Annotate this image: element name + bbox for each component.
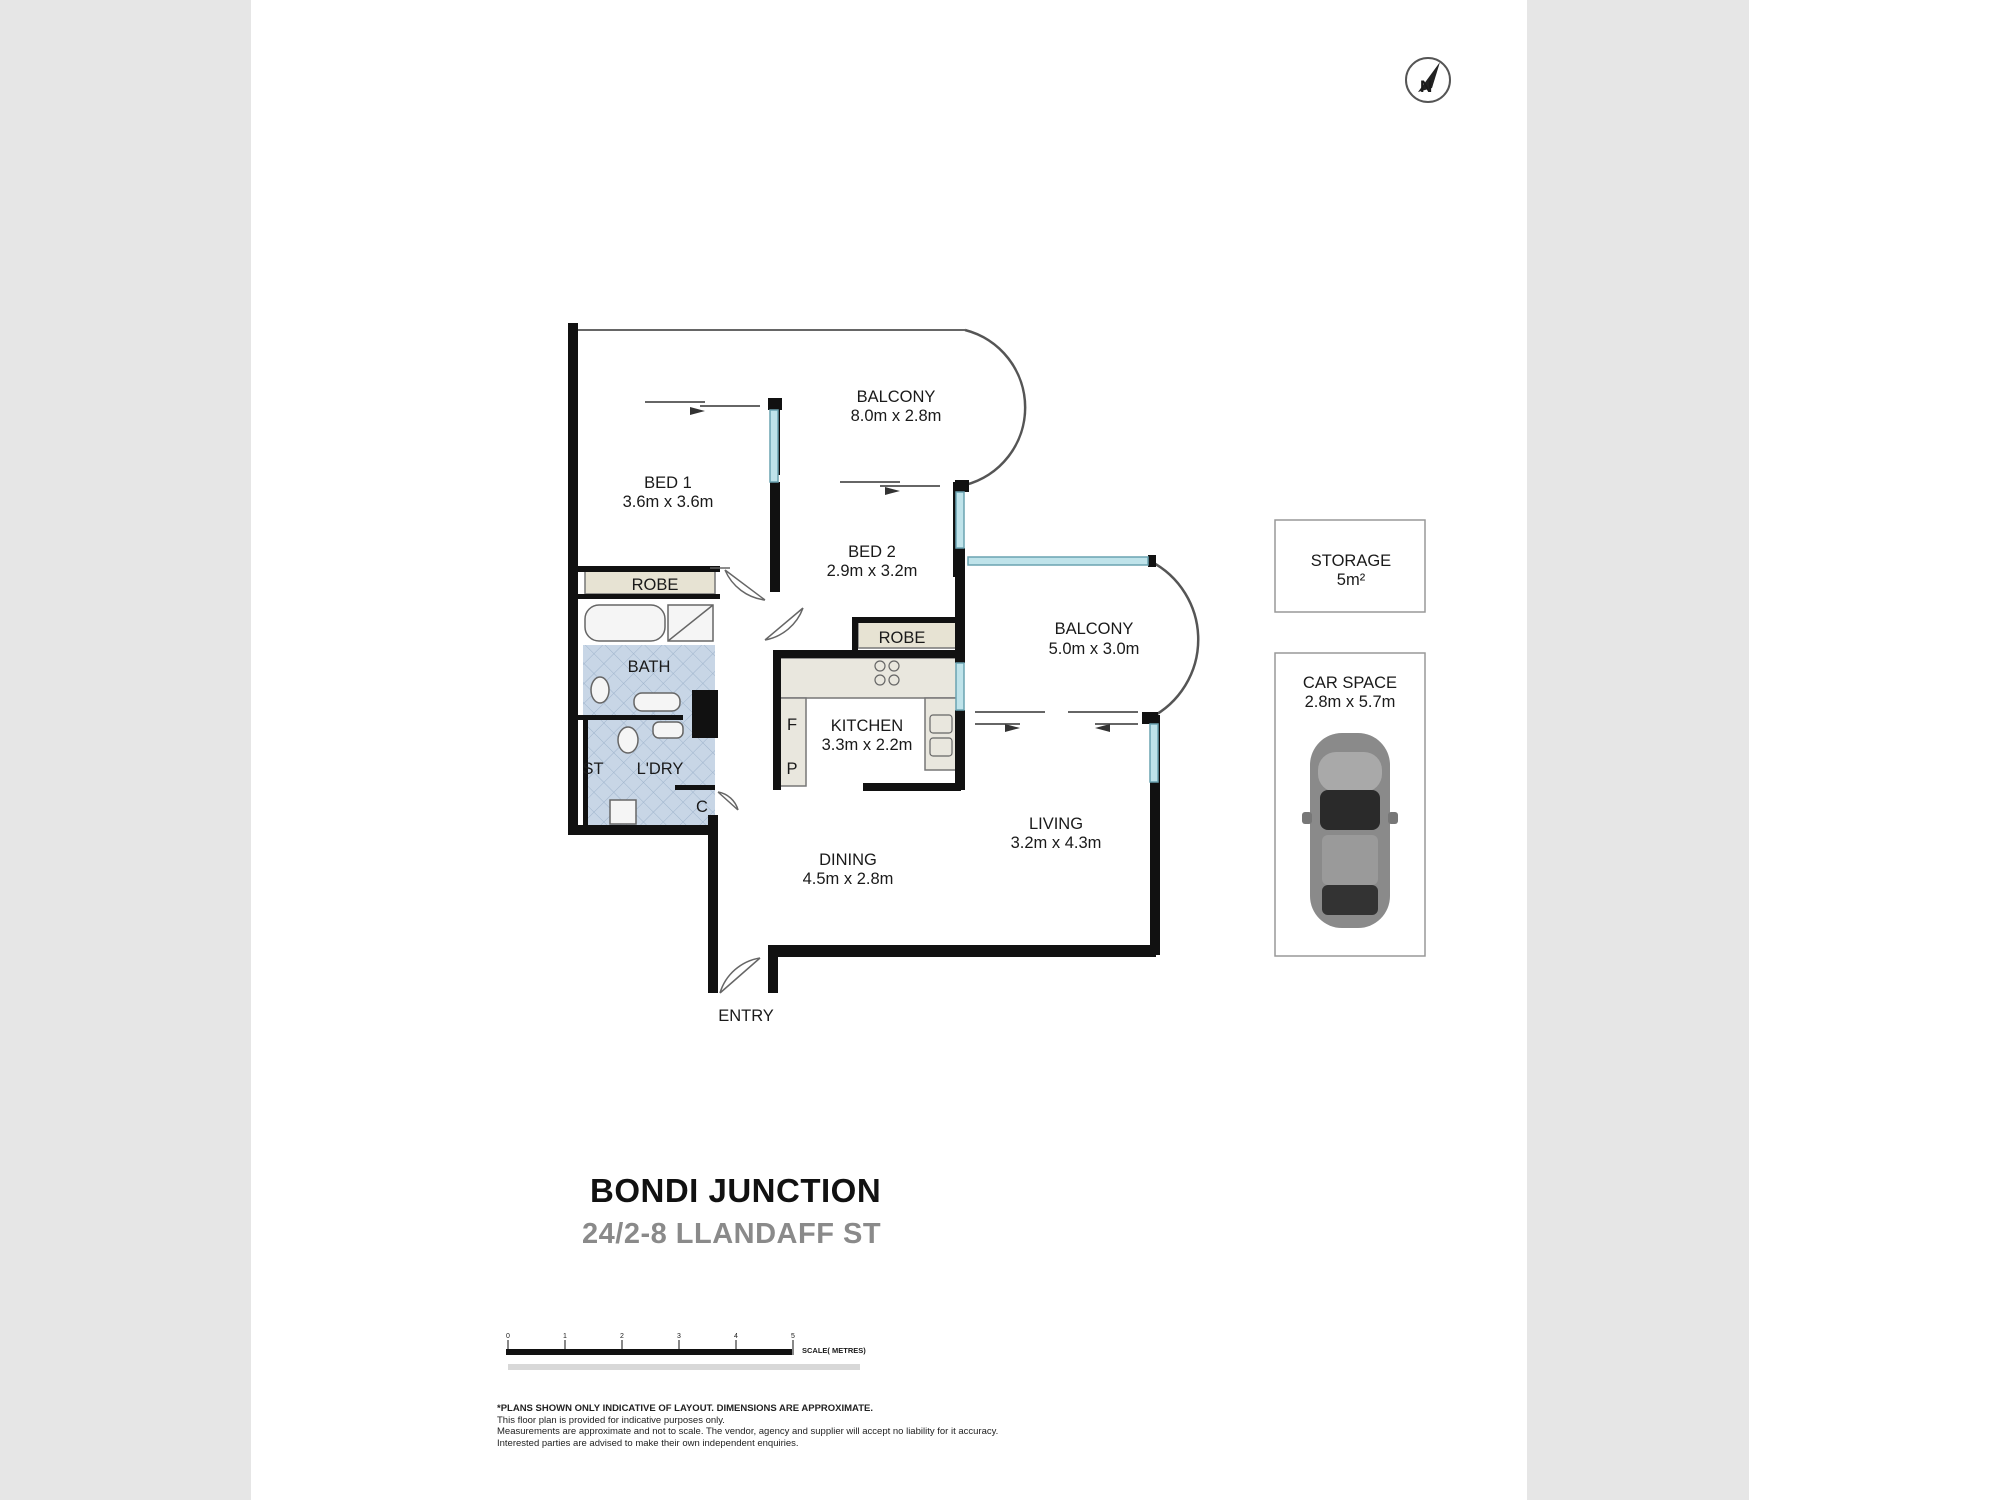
room-label-car-space: CAR SPACE	[1302, 674, 1398, 692]
room-size-bed-2: 2.9m x 3.2m	[826, 562, 918, 580]
room-label-storage: STORAGE	[1310, 552, 1392, 570]
pantry-label: P	[786, 760, 798, 778]
fridge-label: F	[786, 716, 798, 734]
scale-bar	[506, 1333, 866, 1370]
laundry-tub-icon	[610, 800, 636, 824]
bathtub-icon	[585, 605, 665, 641]
room-size-dining: 4.5m x 2.8m	[802, 870, 894, 888]
laundry-label: L'DRY	[636, 760, 684, 778]
scale-tick-3: 3	[677, 1333, 681, 1340]
scale-tick-0: 0	[506, 1333, 510, 1340]
property-title: BONDI JUNCTION	[590, 1172, 882, 1209]
room-size-balcony-1: 8.0m x 2.8m	[850, 407, 942, 425]
room-label-living: LIVING	[1028, 815, 1084, 833]
cupboard-label: C	[696, 798, 708, 816]
disclaimer-line-2: This floor plan is provided for indicative purposes only.	[497, 1414, 725, 1426]
compass-north-icon	[1406, 58, 1450, 102]
hot-water-unit	[692, 690, 718, 738]
room-size-balcony-2: 5.0m x 3.0m	[1048, 640, 1140, 658]
room-label-bed-2: BED 2	[848, 543, 896, 561]
room-size-living: 3.2m x 4.3m	[1010, 834, 1102, 852]
room-size-storage: 5m²	[1336, 571, 1366, 589]
disclaimer-line-4: Interested parties are advised to make their own independent enquiries.	[497, 1437, 799, 1449]
scale-tick-2: 2	[620, 1333, 624, 1340]
disclaimer-line-3: Measurements are approximate and not to scale. The vendor, agency and supplier will accept no liability for it accuracy.	[497, 1426, 999, 1437]
scale-label: SCALE( METRES)	[802, 1346, 866, 1355]
property-address: 24/2-8 LLANDAFF ST	[582, 1218, 882, 1250]
bath-label: BATH	[627, 658, 671, 676]
room-label-dining: DINING	[819, 851, 877, 869]
room-label-balcony-1: BALCONY	[856, 388, 936, 406]
balcony-1-curve	[965, 330, 1025, 485]
car-icon	[1302, 733, 1398, 928]
robe-1-label: ROBE	[631, 576, 679, 594]
room-label-balcony-2: BALCONY	[1054, 620, 1134, 638]
disclaimer	[497, 1403, 1117, 1449]
room-size-bed-1: 3.6m x 3.6m	[622, 493, 714, 511]
st-label: ST	[582, 760, 604, 778]
room-label-bed-1: BED 1	[644, 474, 692, 492]
robe-2-label: ROBE	[878, 629, 926, 647]
balcony-2-curve	[1150, 561, 1198, 718]
shower-icon	[668, 605, 713, 641]
disclaimer-line-1: *PLANS SHOWN ONLY INDICATIVE OF LAYOUT. DIMENSIONS ARE APPROXIMATE.	[497, 1403, 873, 1414]
scale-tick-1: 1	[563, 1333, 567, 1340]
room-size-kitchen: 3.3m x 2.2m	[821, 736, 913, 754]
scale-tick-5: 5	[791, 1333, 795, 1340]
entry-label: ENTRY	[718, 1007, 774, 1025]
room-size-car-space: 2.8m x 5.7m	[1304, 693, 1396, 711]
balcony-railings	[575, 330, 1150, 561]
scale-tick-4: 4	[734, 1333, 738, 1340]
room-label-kitchen: KITCHEN	[830, 717, 904, 735]
compass-label: N	[1420, 77, 1433, 96]
